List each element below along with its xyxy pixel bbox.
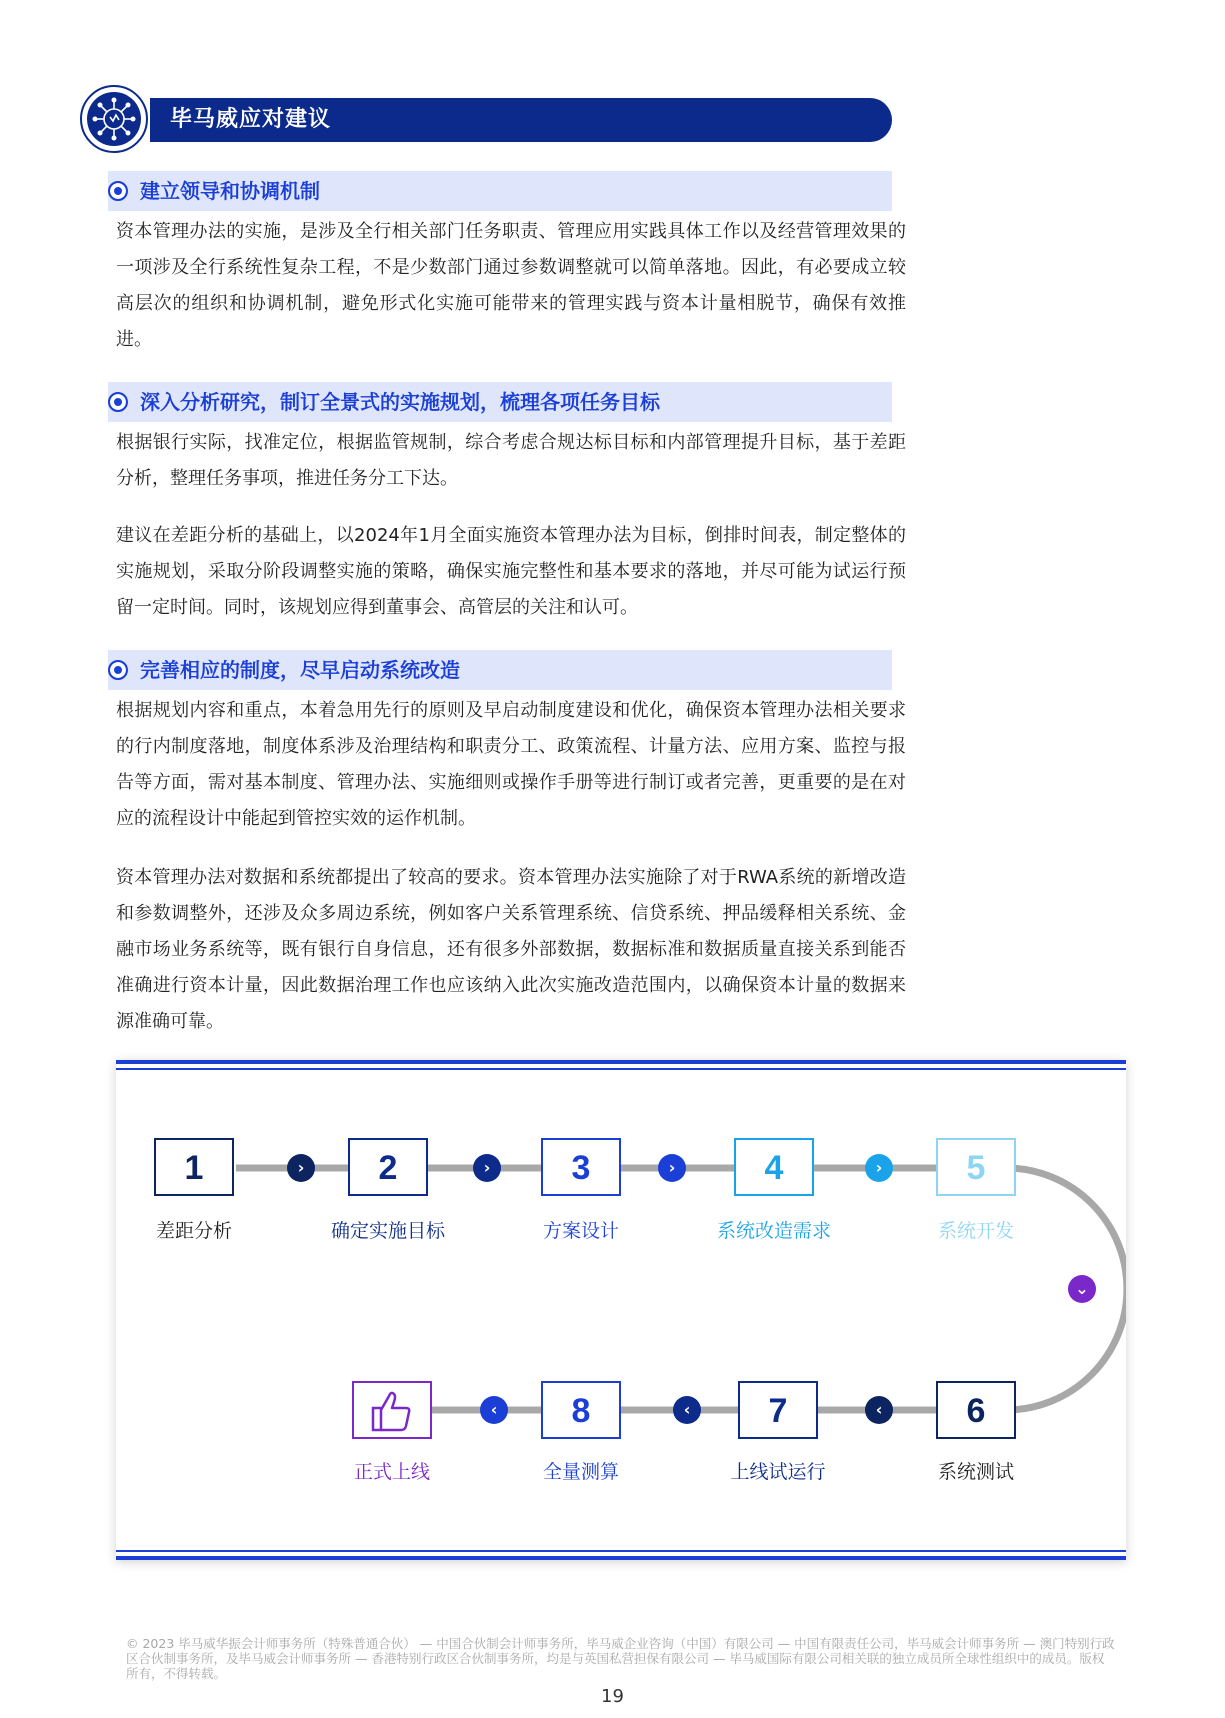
final-step-box: [352, 1381, 432, 1439]
section-title: 完善相应的制度，尽早启动系统改造: [140, 658, 460, 682]
step-4-box: [734, 1138, 814, 1196]
step-label: 系统开发: [937, 1220, 1014, 1242]
step-7-box: [738, 1381, 818, 1439]
step-2-box: [348, 1138, 428, 1196]
step-3-box: [541, 1138, 621, 1196]
step-number: 6: [966, 1392, 986, 1430]
paragraph: 根据银行实际，找准定位，根据监管规制，综合考虑合规达标目标和内部管理提升目标，基于差距分析，整理任务事项，推进任务分工下达。: [116, 432, 906, 489]
step-number: 3: [571, 1149, 591, 1187]
step-6-box: [936, 1381, 1016, 1439]
step-number: 2: [378, 1149, 398, 1187]
step-label: 正式上线: [353, 1461, 430, 1483]
step-1-box: [154, 1138, 234, 1196]
step-number: 1: [184, 1149, 204, 1187]
section-heading: [108, 382, 892, 422]
paragraph: 资本管理办法的实施，是涉及全行相关部门任务职责、管理应用实践具体工作以及经营管理效果的一项涉及全行系统性复杂工程，不是少数部门通过参数调整就可以简单落地。因此，有必要成立较高层次的组织和协调机制，避免形式化实施可能带来的管理实践与资本计量相脱节，确保有效推进。: [116, 221, 906, 350]
paragraph: 资本管理办法对数据和系统都提出了较高的要求。资本管理办法实施除了对于RWA系统的新增改造和参数调整外，还涉及众多周边系统，例如客户关系管理系统、信贷系统、押品缓释相关系统、金融市场业务系统等，既有银行自身信息，还有很多外部数据，数据标准和数据质量直接关系到能否准确进行资本计量，因此数据治理工作也应该纳入此次实施改造范围内，以确保资本计量的数据来源准确可靠。: [116, 867, 906, 1032]
step-label: 确定实施目标: [330, 1220, 445, 1242]
section-title: 建立领导和协调机制: [140, 179, 320, 203]
section-heading: [108, 650, 892, 690]
header-banner: [150, 98, 892, 142]
chevron-right-icon: ›: [287, 1154, 315, 1182]
footer-copyright: © 2023 毕马威华振会计师事务所（特殊普通合伙） — 中国合伙制会计师事务所，毕马威企业咨询（中国）有限公司 — 中国有限责任公司，毕马威会计师事务所 — 澳门特别行政区合伙制事务所，及毕马威会计师事务所 — 香港特别行政区合伙制事务所，均是与英国私营担保有限公司 — 毕马威国际有限公司相关联的独立成员所全球性组织中的成员。版权所有，不得转载。: [126, 1636, 1115, 1681]
chevron-right-icon: ›: [473, 1154, 501, 1182]
chevron-down-icon: ⌄: [1068, 1275, 1096, 1303]
step-label: 系统改造需求: [716, 1220, 831, 1242]
section-heading: [108, 171, 892, 211]
thumbs-up-icon: [369, 1388, 417, 1434]
step-number: 7: [768, 1392, 788, 1430]
bullet-dot-icon: [108, 660, 128, 680]
chevron-left-icon: ‹: [673, 1396, 701, 1424]
page-title: 毕马威应对建议: [170, 107, 332, 132]
network-bulb-icon: [80, 85, 148, 153]
section-title: 深入分析研究，制订全景式的实施规划，梳理各项任务目标: [140, 390, 660, 414]
bullet-dot-icon: [108, 181, 128, 201]
paragraph: 根据规划内容和重点，本着急用先行的原则及早启动制度建设和优化，确保资本管理办法相关要求的行内制度落地，制度体系涉及治理结构和职责分工、政策流程、计量方法、应用方案、监控与报告等方面，需对基本制度、管理办法、实施细则或操作手册等进行制订或者完善，更重要的是在对应的流程设计中能起到管控实效的运作机制。: [116, 700, 906, 829]
chevron-right-icon: ›: [865, 1154, 893, 1182]
page-number: 19: [601, 1686, 624, 1707]
step-number: 8: [571, 1392, 591, 1430]
chevron-left-icon: ‹: [865, 1396, 893, 1424]
step-label: 全量测算: [542, 1461, 619, 1483]
step-8-box: [541, 1381, 621, 1439]
step-label: 方案设计: [542, 1220, 619, 1242]
process-card: [116, 1060, 1126, 1560]
step-label: 上线试运行: [730, 1461, 826, 1483]
chevron-left-icon: ‹: [480, 1396, 508, 1424]
step-number: 4: [764, 1149, 784, 1187]
chevron-right-icon: ›: [658, 1154, 686, 1182]
step-label: 差距分析: [155, 1220, 232, 1242]
step-label: 系统测试: [937, 1461, 1014, 1483]
step-5-box: [936, 1138, 1016, 1196]
paragraph: 建议在差距分析的基础上，以2024年1月全面实施资本管理办法为目标，倒排时间表，制定整体的实施规划，采取分阶段调整实施的策略，确保实施完整性和基本要求的落地，并尽可能为试运行预留一定时间。同时，该规划应得到董事会、高管层的关注和认可。: [116, 525, 906, 618]
step-number: 5: [966, 1149, 986, 1187]
bullet-dot-icon: [108, 392, 128, 412]
